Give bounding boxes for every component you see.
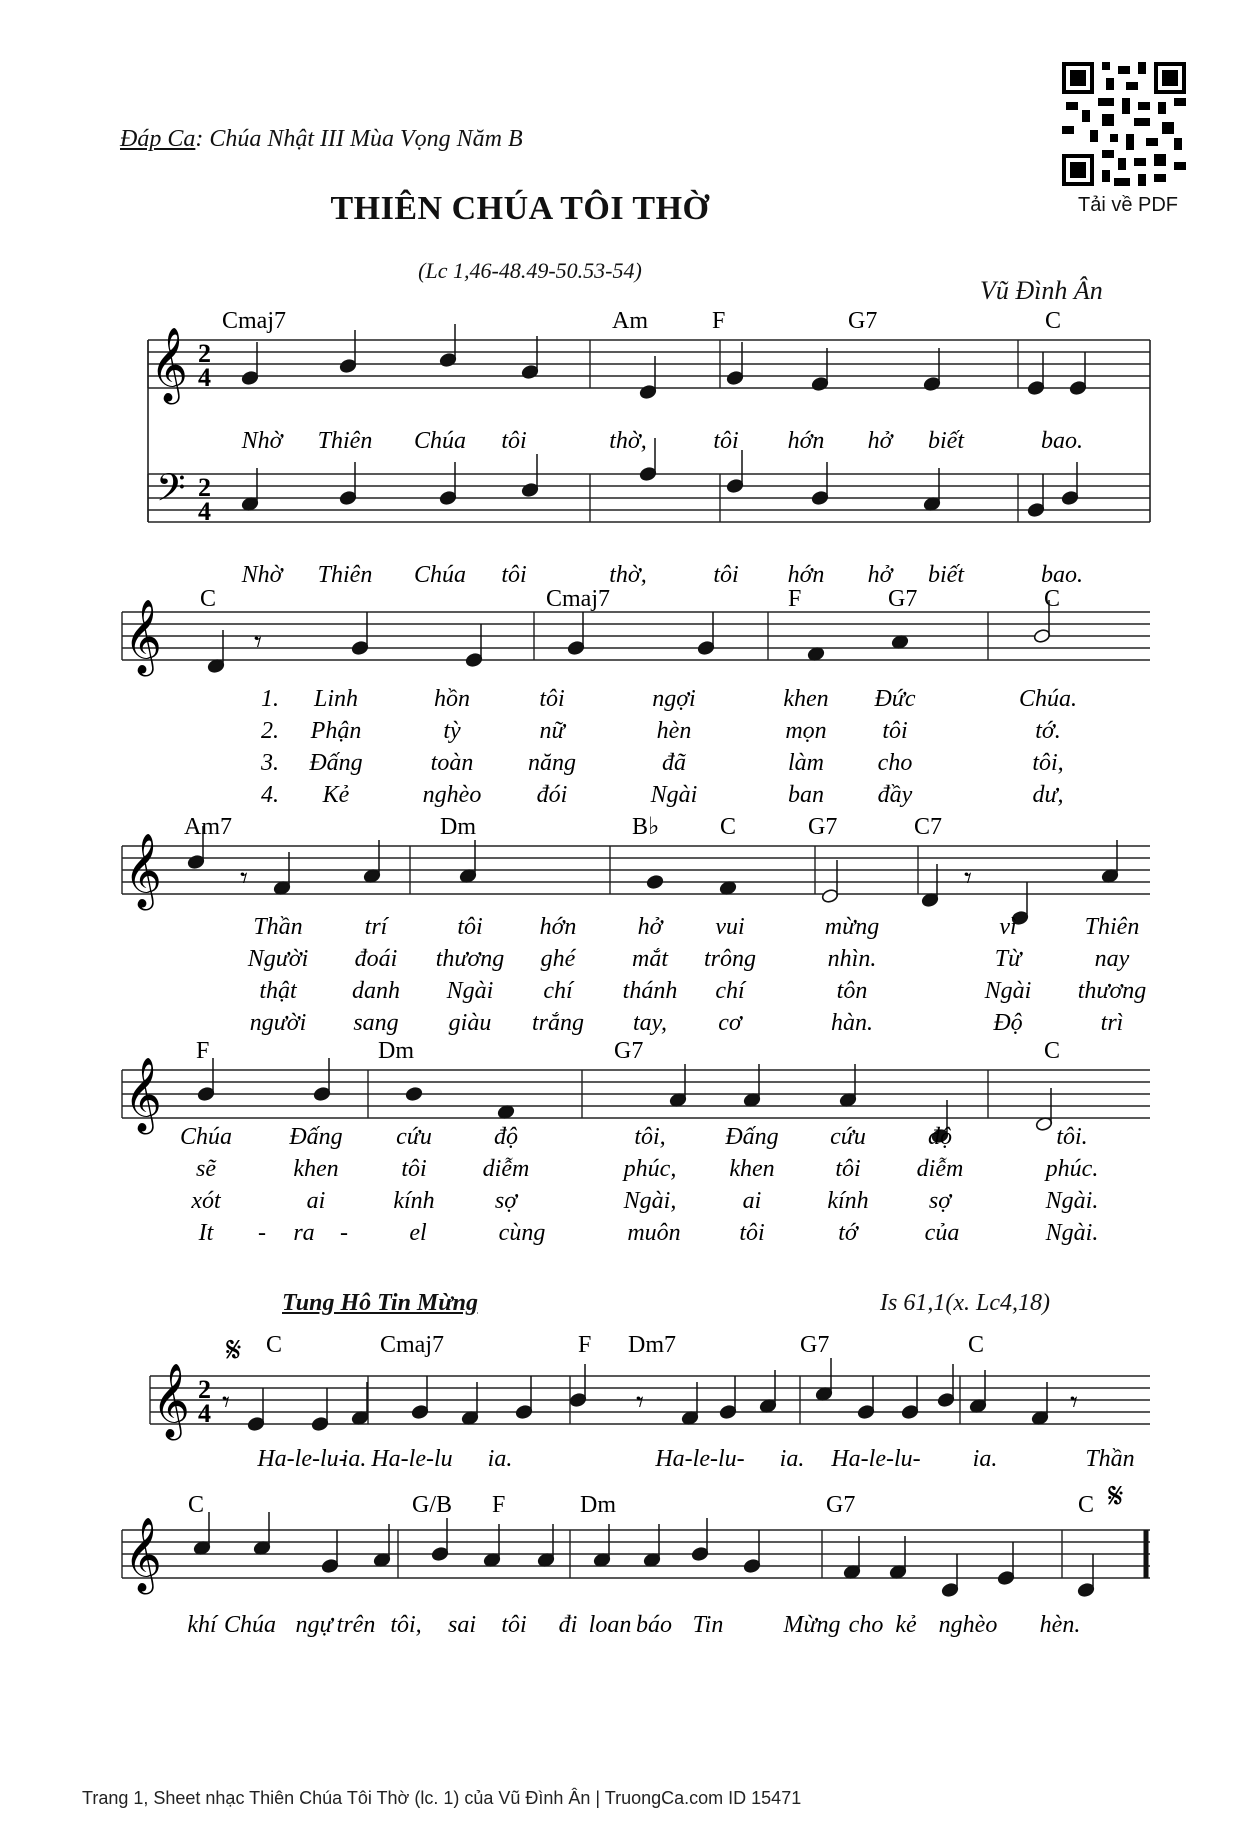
lyric-syllable: hở [867,562,893,588]
lyric-syllable: kính [393,1188,435,1214]
chord-symbol: G/B [412,1492,453,1518]
lyric-syllable: độ [494,1124,518,1150]
lyric-syllable: ia. [779,1446,805,1472]
chord-symbol: Cmaj7 [546,586,610,612]
lyric-syllable: tôi [501,562,527,588]
lyric-syllable: giàu [448,1010,492,1036]
lyric-syllable: thờ, [609,562,647,588]
lyric-syllable: Đức [874,686,916,712]
lyric-syllable: hèn. [1039,1612,1081,1638]
lyric-syllable: kẻ [895,1612,917,1638]
lyric-syllable: Ngài [446,978,494,1004]
melody-note [253,1512,271,1556]
lyric-syllable: Chúa. [1018,686,1078,712]
lyric-syllable: tôi [739,1220,765,1246]
lyric-syllable: tôi, [390,1612,422,1638]
chord-symbol: F [492,1492,506,1518]
chord-symbol: F [578,1332,592,1358]
lyric-syllable: dư, [1032,782,1064,808]
lyric-syllable: tôi [882,718,908,744]
chord-symbol: G7 [614,1038,644,1064]
lyric-syllable: sang [353,1010,399,1036]
lyric-syllable: khen [293,1156,339,1182]
chord-symbol: Dm [440,814,476,840]
lyric-syllable: thương [435,946,505,972]
lyric-syllable: tôi [539,686,565,712]
chord-symbol: G7 [888,586,918,612]
lyric-syllable: xót [191,1188,221,1214]
lyric-syllable: danh [352,978,400,1004]
lyric-syllable: hớn [787,562,825,588]
composer-name: Vũ Đình Ân [980,276,1103,305]
rest: 𝄾 [240,862,248,895]
lyric-syllable: Ngài. [1045,1188,1099,1214]
treble-clef: 𝄞 [124,1059,162,1130]
lyric-syllable: làm [788,750,824,776]
lyric-syllable: hớn [539,914,577,940]
bass-note [811,462,829,506]
lyric-syllable: el [409,1220,427,1246]
lyric-syllable: của [924,1220,960,1246]
chord-symbol: C [200,586,217,612]
lyric-syllable: hồn [434,686,470,712]
lyric-syllable: Đấng [289,1124,343,1150]
acclamation-reference: Is 61,1(x. Lc4,18) [880,1290,1050,1316]
bass-note [521,454,539,498]
lyric-syllable: thương [1077,978,1147,1004]
page-footer: Trang 1, Sheet nhạc Thiên Chúa Tôi Thờ (lc. 1) của Vũ Đình Ân | TruongCa.com ID 15471 [82,1788,802,1808]
lyric-syllable: Ngài. [1045,1220,1099,1246]
lyric-syllable: toàn [430,750,474,776]
lyric-syllable: đói [536,782,568,808]
lyric-syllable: Ha-le-lu [371,1446,453,1472]
lyric-syllable: nghèo [422,782,482,808]
lyric-syllable: tôi [401,1156,427,1182]
lyric-syllable: tớ [838,1220,858,1246]
lyric-syllable: 1. [261,686,279,712]
lyric-syllable: Đấng [309,750,363,776]
treble-staff [150,1376,1150,1424]
chord-symbol: C [1045,308,1062,334]
lyric-syllable: ia. [487,1446,513,1472]
segno-icon: 𝄋 [226,1330,242,1370]
lyric-syllable: hớn [787,428,825,454]
rest: 𝄾 [1070,1386,1078,1419]
melody-note [405,1086,423,1101]
rest: 𝄾 [964,862,972,895]
lyric-syllable: Thiên [317,428,373,454]
melody-note [311,1388,329,1432]
lyric-syllable: vì [999,914,1017,940]
lyric-syllable: hở [637,914,663,940]
chord-symbol: F [196,1038,210,1064]
treble-clef: 𝄞 [124,601,162,672]
lyric-syllable: nay [1094,946,1130,972]
note-head [646,874,664,889]
melody-note [569,1364,587,1408]
lyric-syllable: 4. [261,782,279,808]
chord-symbol: C [266,1332,283,1358]
lyric-syllable: Nhờ [241,562,283,588]
melody-note [321,1530,339,1574]
lyric-syllable: ngợi [652,686,696,712]
lyric-syllable: Tin [692,1612,724,1638]
chord-symbol: Cmaj7 [222,308,286,334]
treble-staff [148,340,1150,388]
lyric-syllable: tôn [836,978,868,1004]
lyric-syllable: Ngài, [623,1188,677,1214]
treble-staff [122,612,1150,660]
melody-note [1027,352,1045,396]
lyric-syllable: Người [247,946,309,972]
lyric-syllable: đầy [877,782,913,808]
melody-note [857,1376,875,1420]
treble-clef: 𝄞 [150,329,188,400]
melody-note [193,1512,211,1556]
melody-note [247,1388,265,1432]
lyric-syllable: Nhờ [241,428,283,454]
lyric-syllable: Thần [253,914,303,940]
lyric-syllable: trì [1100,1010,1124,1036]
chord-symbol: G7 [800,1332,830,1358]
melody-note [901,1376,919,1420]
lyric-syllable: hở [867,428,893,454]
melody-note [997,1542,1015,1586]
bass-note [1027,474,1045,518]
lyric-syllable: độ [928,1124,952,1150]
lyric-syllable: tôi [713,428,739,454]
lyric-syllable: 3. [261,750,279,776]
bass-staff [148,474,1150,522]
rest: 𝄾 [254,626,262,659]
lyric-syllable: nhìn. [827,946,877,972]
melody-note [923,348,941,392]
chord-symbol: C7 [914,814,943,840]
note-head [405,1086,423,1101]
lyric-syllable: nữ [539,718,565,744]
lyric-syllable: cho [848,1612,884,1638]
chord-symbol: B♭ [632,814,660,840]
lyric-syllable: ia. [972,1446,998,1472]
lyric-syllable: 2. [261,718,279,744]
lyric-syllable: tôi [457,914,483,940]
lyric-syllable: Kẻ [322,782,350,808]
lyric-syllable: tôi, [1032,750,1064,776]
lyric-syllable: It [198,1220,214,1246]
treble-staff [122,1530,1150,1578]
chord-symbol: C [968,1332,985,1358]
lyric-syllable: cứu [830,1124,866,1150]
lyric-syllable: muôn [627,1220,681,1246]
melody-note [411,1376,429,1420]
bass-note [726,450,744,494]
time-signature-bottom: 4 [198,497,211,526]
lyric-syllable: ngự [295,1612,333,1638]
treble-clef: 𝄞 [124,835,162,906]
subtitle-label: Đáp Ca [120,126,196,152]
lyric-syllable: Ha-le-lu- [257,1446,347,1472]
lyric-syllable: biết [928,562,964,588]
lyric-syllable: phúc. [1045,1156,1099,1182]
lyric-syllable: Ngài [984,978,1032,1004]
lyric-syllable: Thiên [317,562,373,588]
melody-note [639,356,657,400]
lyric-syllable: sợ [494,1188,518,1214]
lyric-syllable: cùng [498,1220,546,1246]
lyric-syllable: ra [293,1220,315,1246]
melody-note [1077,1554,1095,1598]
chord-symbol: Dm [580,1492,616,1518]
melody-note [691,1518,709,1562]
melody-note [515,1376,533,1420]
time-signature-top: 2 [198,473,211,502]
melody-note [351,612,369,656]
lyric-syllable: khí [187,1612,217,1638]
lyric-syllable: Ha-le-lu- [831,1446,921,1472]
lyric-syllable: đã [662,750,686,776]
lyric-syllable: ia. [341,1446,367,1472]
melody-note [1033,600,1051,644]
melody-note [646,874,664,889]
lyric-syllable: Ha-le-lu- [655,1446,745,1472]
lyric-syllable: mọn [785,718,827,744]
melody-note [439,324,457,368]
lyric-syllable: kính [827,1188,869,1214]
lyric-syllable: - [340,1220,348,1246]
lyric-syllable: hèn [656,718,692,744]
chord-symbol: C [1078,1492,1095,1518]
melody-note [431,1518,449,1562]
lyric-syllable: người [249,1010,307,1036]
chord-symbol: C [1044,586,1061,612]
lyric-syllable: Chúa [223,1612,277,1638]
acclamation-title: Tung Hô Tin Mừng [282,1290,478,1316]
lyric-syllable: vui [715,914,745,940]
lyric-syllable: bao. [1041,428,1083,454]
lyric-syllable: ai [742,1188,762,1214]
lyric-syllable: báo [636,1612,672,1638]
lyric-syllable: Ngài [650,782,698,808]
melody-note [465,624,483,668]
lyric-syllable: loan [588,1612,632,1638]
song-title: THIÊN CHÚA TÔI THỜ [330,190,710,227]
lyric-syllable: năng [528,750,576,776]
lyric-syllable: Thần [1085,1446,1135,1472]
lyric-syllable: - [258,1220,266,1246]
chord-symbol: Am [612,308,648,334]
chord-symbol: F [712,308,726,334]
melody-note [197,1058,215,1102]
lyric-syllable: bao. [1041,562,1083,588]
lyric-syllable: cứu [396,1124,432,1150]
lyric-syllable: sẽ [196,1156,216,1182]
lyric-syllable: trông [703,946,757,972]
lyric-syllable: cơ [718,1010,742,1036]
lyric-syllable: tôi [501,1612,527,1638]
lyric-syllable: đoái [354,946,398,972]
lyric-syllable: thật [259,978,297,1004]
chord-symbol: C [188,1492,205,1518]
lyric-syllable: trí [364,914,388,940]
lyric-syllable: tôi. [1056,1124,1088,1150]
lyric-syllable: phúc, [623,1156,677,1182]
lyric-syllable: tôi [835,1156,861,1182]
lyric-syllable: sợ [928,1188,952,1214]
lyric-syllable: tỳ [443,718,461,744]
melody-note [811,348,829,392]
treble-clef: 𝄞 [124,1519,162,1590]
lyric-syllable: cho [877,750,913,776]
lyric-syllable: Từ [994,946,1022,972]
lyric-syllable: Chúa [179,1124,233,1150]
time-signature-top: 2 [198,1375,211,1404]
lyric-syllable: ai [306,1188,326,1214]
lyric-syllable: Linh [313,686,359,712]
lyric-syllable: trên [336,1612,376,1638]
lyric-syllable: hàn. [831,1010,873,1036]
time-signature-bottom: 4 [198,363,211,392]
time-signature-top: 2 [198,339,211,368]
lyric-syllable: Phận [310,718,362,744]
rest: 𝄾 [222,1386,230,1419]
chord-symbol: Cmaj7 [380,1332,444,1358]
scripture-reference: (Lc 1,46-48.49-50.53-54) [418,258,642,283]
lyric-syllable: khen [729,1156,775,1182]
lyric-syllable: tôi [501,428,527,454]
subtitle-occasion: : Chúa Nhật III Mùa Vọng Năm B [195,126,523,152]
segno-icon: 𝄋 [1108,1476,1124,1516]
bass-clef: 𝄢 [156,467,186,518]
lyric-syllable: tớ. [1035,718,1061,744]
lyric-syllable: Mừng [783,1612,841,1638]
lyric-syllable: mắt [632,946,668,972]
lyric-syllable: mừng [824,914,880,940]
lyric-syllable: Chúa [413,562,467,588]
lyric-syllable: Đấng [725,1124,779,1150]
chord-symbol: Dm [378,1038,414,1064]
melody-note [941,1554,959,1598]
chord-symbol: C [720,814,737,840]
lyric-syllable: tôi, [634,1124,666,1150]
chord-symbol: G7 [848,308,878,334]
lyric-syllable: Thiên [1084,914,1140,940]
lyric-syllable: chí [543,978,573,1004]
melody-note [1069,352,1087,396]
lyric-syllable: tôi [713,562,739,588]
chord-symbol: Am7 [184,814,232,840]
lyric-syllable: ghé [540,946,576,972]
lyric-syllable: trắng [531,1010,585,1036]
chord-symbol: C [1044,1038,1061,1064]
lyric-syllable: Độ [993,1010,1023,1036]
rest: 𝄾 [636,1386,644,1419]
lyric-syllable: sai [447,1612,477,1638]
lyric-syllable: đi [558,1612,578,1638]
bass-note [339,462,357,506]
download-pdf-link[interactable]: Tải về PDF [1077,194,1179,216]
treble-clef: 𝄞 [152,1365,190,1436]
melody-note [937,1364,955,1408]
lyric-syllable: tay, [633,1010,667,1036]
melody-note [697,612,715,656]
lyric-syllable: thánh [622,978,678,1004]
treble-staff [122,1070,1150,1118]
lyric-syllable: khen [783,686,829,712]
melody-note [719,1376,737,1420]
time-signature-bottom: 4 [198,1399,211,1428]
chord-symbol: Dm7 [628,1332,676,1358]
chord-symbol: G7 [808,814,838,840]
chord-symbol: F [788,586,802,612]
lyric-syllable: diễm [916,1156,964,1182]
lyric-syllable: nghèo [938,1612,998,1638]
lyric-syllable: chí [715,978,745,1004]
melody-note [567,612,585,656]
bass-note [439,462,457,506]
melody-note [743,1530,761,1574]
lyric-syllable: Chúa [413,428,467,454]
bass-note [1061,462,1079,506]
melody-note [521,336,539,380]
melody-note [313,1058,331,1102]
lyric-syllable: thờ, [609,428,647,454]
chord-symbol: G7 [826,1492,856,1518]
lyric-syllable: ban [788,782,824,808]
lyric-syllable: biết [928,428,964,454]
melody-note [815,1358,833,1402]
lyric-syllable: diễm [482,1156,530,1182]
